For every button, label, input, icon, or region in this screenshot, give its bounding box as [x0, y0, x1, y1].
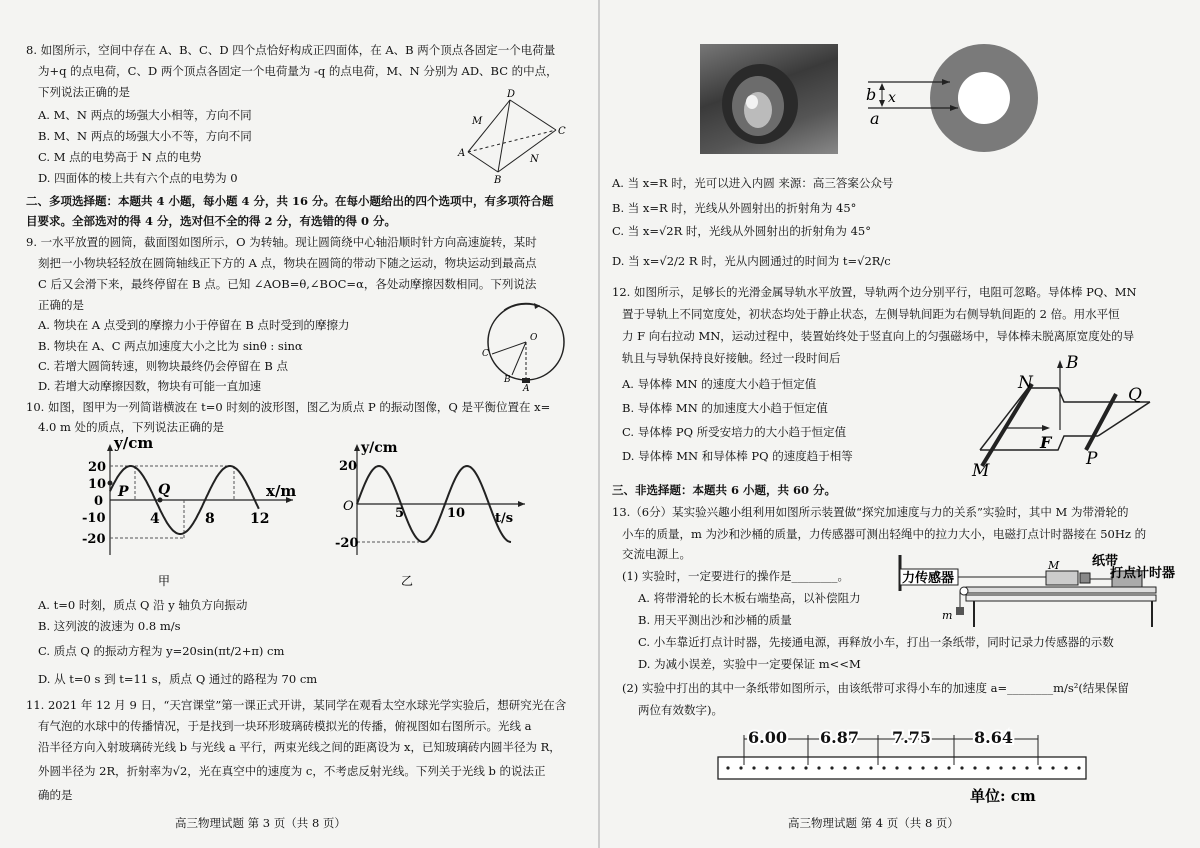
q8-line1: 8. 如图所示，空间中存在 A、B、C、D 四个点恰好构成正四面体，在 A、B 两个顶点各固定一个电荷量 [26, 43, 556, 57]
ylabel-jia: y/cm [114, 434, 154, 452]
tape-dot [1051, 766, 1054, 769]
cart-m-label: M [1048, 559, 1060, 572]
q13-part1: (1) 实验时，一定要进行的操作是________。 [622, 569, 849, 583]
tetrahedron-figure [450, 86, 580, 186]
q12-option-a: A. 导体棒 MN 的速度大小趋于恒定值 [622, 377, 817, 391]
tape-dot [947, 766, 950, 769]
section2-heading-2: 目要求。全部选对的得 4 分，选对但不全的得 2 分，有选错的得 0 分。 [26, 214, 397, 228]
q12-line1: 12. 如图所示，足够长的光滑金属导轨水平放置，导轨两个边分别平行，电阻可忽略。导体棒 PQ、MN [612, 285, 1137, 299]
tick-x4: 4 [150, 511, 160, 527]
q11-option-c: C. 当 x=√2R 时，光线从外圆射出的折射角为 45° [612, 224, 871, 238]
label-o: O [530, 333, 538, 343]
tape-unit: 单位: cm [970, 787, 1036, 805]
xlabel-jia: x/m [266, 482, 297, 500]
label-b-field: B [1066, 353, 1079, 373]
origin-o: O [343, 499, 354, 514]
point-q-label: Q [158, 482, 171, 498]
q8-line3: 下列说法正确的是 [38, 85, 130, 99]
q11-line3: 沿半径方向入射玻璃砖光线 b 与光线 a 平行，两束光线之间的距离设为 x，已知玻璃砖内圆半径为 R， [38, 740, 561, 754]
q11-option-b: B. 当 x=R 时，光线从外圆射出的折射角为 45° [612, 201, 857, 215]
q11-line4: 外圆半径为 2R，折射率为√2，光在真空中的速度为 c，不考虑反射光线。下列关于光线 b 的说法正 [38, 764, 546, 778]
label-f: F [1040, 433, 1052, 452]
tape-dot [1038, 766, 1041, 769]
q12-line2: 置于导轨上不同宽度处，初状态均处于静止状态，左侧导轨间距为右侧导轨间距的 2 倍。用水平恒 [622, 307, 1120, 321]
q10-line2: 4.0 m 处的质点，下列说法正确的是 [38, 420, 225, 434]
ray-b-label: b [866, 85, 877, 104]
label-n: N [530, 154, 539, 165]
tape-dot [999, 766, 1002, 769]
distance-x-label: x [888, 90, 896, 106]
q13-line1: 13.（6分）某实验兴趣小组利用如图所示装置做“探究加速度与力的关系”实验时，其中 M 为带滑轮的 [612, 505, 1129, 519]
q9-option-c: C. 若增大圆筒转速，则物块最终仍会停留在 B 点 [38, 359, 288, 373]
label-n: N [1018, 373, 1033, 393]
q9-line1: 9. 一水平放置的圆筒，截面图如图所示，O 为转轴。现让圆筒绕中心轴沿顺时针方向高速旋转，某时 [26, 235, 537, 249]
tape-dot [1012, 766, 1015, 769]
q9-line3: C 后又会滑下来，最终停留在 B 点。已知 ∠AOB=θ,∠BOC=α，各处动摩擦因数相同。下列说法 [38, 277, 537, 291]
point-p-label: P [118, 484, 129, 500]
tape-dot [739, 766, 742, 769]
label-a: A [458, 148, 466, 159]
q12-option-c: C. 导体棒 PQ 所受安培力的大小趋于恒定值 [622, 425, 847, 439]
q13-part1-option-a: A. 将带滑轮的长木板右端垫高，以补偿阻力 [638, 591, 861, 605]
tape-dot [791, 766, 794, 769]
label-b: B [494, 175, 502, 186]
tape-dot [1077, 766, 1080, 769]
q8-option-d: D. 四面体的棱上共有六个点的电势为 0 [38, 171, 238, 185]
caption-yi: 乙 [401, 574, 414, 588]
q10-line1: 10. 如图，图甲为一列简谐横波在 t=0 时刻的波形图，图乙为质点 P 的振动图像，Q 是平衡位置在 x= [26, 400, 551, 414]
label-c: C [558, 126, 566, 137]
label-q: Q [1128, 385, 1142, 405]
label-p: P [1086, 449, 1098, 469]
q8-line2: 为+q 的点电荷，C、D 两个顶点各固定一个电荷量为 -q 的点电荷，M、N 分别为 AD、BC 的中点， [38, 64, 558, 78]
timer-label: 打点计时器 [1110, 566, 1176, 581]
tick-x8: 8 [205, 511, 215, 527]
page-4 [600, 0, 1200, 848]
q13-part2-line1: (2) 实验中打出的其中一条纸带如图所示，由该纸带可求得小车的加速度 a=________m/s²(结果保留 [622, 681, 1129, 695]
tick-20: 20 [88, 460, 107, 475]
tape-dot [830, 766, 833, 769]
tape-dot [778, 766, 781, 769]
q10-option-a: A. t=0 时刻，质点 Q 沿 y 轴负方向振动 [38, 598, 248, 612]
tape-dot [726, 766, 729, 769]
tape-dot [895, 766, 898, 769]
section2-heading-1: 二、多项选择题：本题共 4 小题，每小题 4 分，共 16 分。在每小题给出的四个选项中，有多项符合题 [26, 194, 554, 208]
q9-line2: 刻把一小物块轻轻放在圆筒轴线正下方的 A 点，物块在圆筒的带动下随之运动，物块运动到最高点 [38, 256, 537, 270]
glass-ring-figure [860, 40, 1060, 160]
q8-option-b: B. M、N 两点的场强大小不等，方向不同 [38, 129, 252, 143]
label-m: M [472, 116, 483, 127]
tape-dot [973, 766, 976, 769]
q13-line2: 小车的质量，m 为沙和沙桶的质量，力传感器可测出轻绳中的拉力大小，电磁打点计时器接在 50Hz 的 [622, 527, 1147, 541]
tape-label: 纸带 [1092, 554, 1119, 569]
tape-dot [882, 766, 885, 769]
ylabel-yi: y/cm [361, 440, 398, 456]
q13-part1-option-b: B. 用天平测出沙和沙桶的质量 [638, 613, 792, 627]
tick-x12: 12 [250, 511, 270, 527]
q12-line4: 轨且与导轨保持良好接触。经过一段时间后 [622, 351, 841, 365]
q13-part1-option-c: C. 小车靠近打点计时器，先接通电源，再释放小车，打出一条纸带，同时记录力传感器的示数 [638, 635, 1114, 649]
q12-line3: 力 F 向右拉动 MN，运动过程中，装置始终处于竖直向上的匀强磁场中，导体棒未脱离原宽度处的导 [622, 329, 1135, 343]
water-ball-photo [700, 44, 838, 154]
caption-jia: 甲 [158, 574, 171, 588]
tape-dot [986, 766, 989, 769]
label-c: C [482, 349, 489, 359]
tape-dot [869, 766, 872, 769]
tape-dot [908, 766, 911, 769]
tape-dot [960, 766, 963, 769]
paper-tape-figure [718, 725, 1088, 805]
q10-option-c: C. 质点 Q 的振动方程为 y=20sin(πt/2+π) cm [38, 644, 285, 658]
label-d: D [507, 89, 516, 100]
tape-dot [765, 766, 768, 769]
wave-graph-jia [78, 434, 308, 590]
tape-dot [921, 766, 924, 769]
tape-dot [752, 766, 755, 769]
tape-dot [804, 766, 807, 769]
tick-20: 20 [339, 459, 358, 474]
segment-3: 7.75 [892, 728, 931, 747]
rail-figure [968, 350, 1158, 480]
vibration-graph-yi [335, 440, 535, 590]
bucket-m-label: m [942, 609, 953, 622]
xlabel-yi: t/s [495, 511, 514, 526]
q13-part2-line2: 两位有效数字)。 [638, 703, 723, 717]
footer-page-3: 高三物理试题 第 3 页（共 8 页） [175, 816, 346, 830]
q13-line3: 交流电源上。 [622, 547, 691, 561]
segment-2: 6.87 [820, 728, 859, 747]
tape-dot [856, 766, 859, 769]
footer-page-4: 高三物理试题 第 4 页（共 8 页） [788, 816, 959, 830]
ray-a-label: a [870, 109, 880, 128]
q13-part1-option-d: D. 为减小误差，实验中一定要保证 m<<M [638, 657, 861, 671]
tape-dot [1064, 766, 1067, 769]
label-a: A [523, 384, 530, 394]
apparatus-figure [884, 555, 1174, 630]
q10-option-b: B. 这列波的波速为 0.8 m/s [38, 619, 181, 633]
segment-1: 6.00 [748, 728, 787, 747]
photo-illustration [700, 44, 838, 154]
q9-option-a: A. 物块在 A 点受到的摩擦力小于停留在 B 点时受到的摩擦力 [38, 318, 350, 332]
q11-line2: 有气泡的水球中的传播情况，于是找到一块环形玻璃砖模拟光的传播，俯视图如右图所示。光线 a [38, 719, 532, 733]
tape-dot [843, 766, 846, 769]
q8-option-c: C. M 点的电势高于 N 点的电势 [38, 150, 202, 164]
q12-option-b: B. 导体棒 MN 的加速度大小趋于恒定值 [622, 401, 828, 415]
q12-option-d: D. 导体棒 MN 和导体棒 PQ 的速度趋于相等 [622, 449, 853, 463]
tape-dot [817, 766, 820, 769]
cylinder-figure [480, 296, 580, 394]
q11-line1: 11. 2021 年 12 月 9 日，“天宫课堂”第一课正式开讲，某同学在观看太空水球光学实验后，想研究光在含 [26, 698, 567, 712]
tick-t5: 5 [395, 506, 405, 521]
tick-neg20: -20 [335, 536, 359, 551]
segment-4: 8.64 [974, 728, 1013, 747]
q9-option-b: B. 物块在 A、C 两点加速度大小之比为 sinθ : sinα [38, 339, 303, 353]
section3-heading: 三、非选择题：本题共 6 小题，共 60 分。 [612, 483, 837, 497]
tape-dot [1025, 766, 1028, 769]
tick-neg10: -10 [82, 511, 106, 526]
tick-10: 10 [88, 477, 107, 492]
q9-line4: 正确的是 [38, 298, 84, 312]
q11-option-d: D. 当 x=√2/2 R 时，光从内圆通过的时间为 t=√2R/c [612, 254, 891, 268]
force-sensor-label: 力传感器 [902, 571, 955, 586]
q10-option-d: D. 从 t=0 s 到 t=11 s，质点 Q 通过的路程为 70 cm [38, 672, 318, 686]
q9-option-d: D. 若增大动摩擦因数，物块有可能一直加速 [38, 379, 262, 393]
label-b: B [504, 375, 511, 385]
q8-option-a: A. M、N 两点的场强大小相等，方向不同 [38, 108, 252, 122]
tick-neg20: -20 [82, 532, 106, 547]
tape-dot [934, 766, 937, 769]
q11-option-a: A. 当 x=R 时，光可以进入内圆 来源：高三答案公众号 [612, 176, 894, 190]
q11-line5: 确的是 [38, 788, 73, 802]
tick-0: 0 [94, 494, 104, 509]
tick-t10: 10 [447, 506, 466, 521]
label-m: M [972, 461, 990, 481]
